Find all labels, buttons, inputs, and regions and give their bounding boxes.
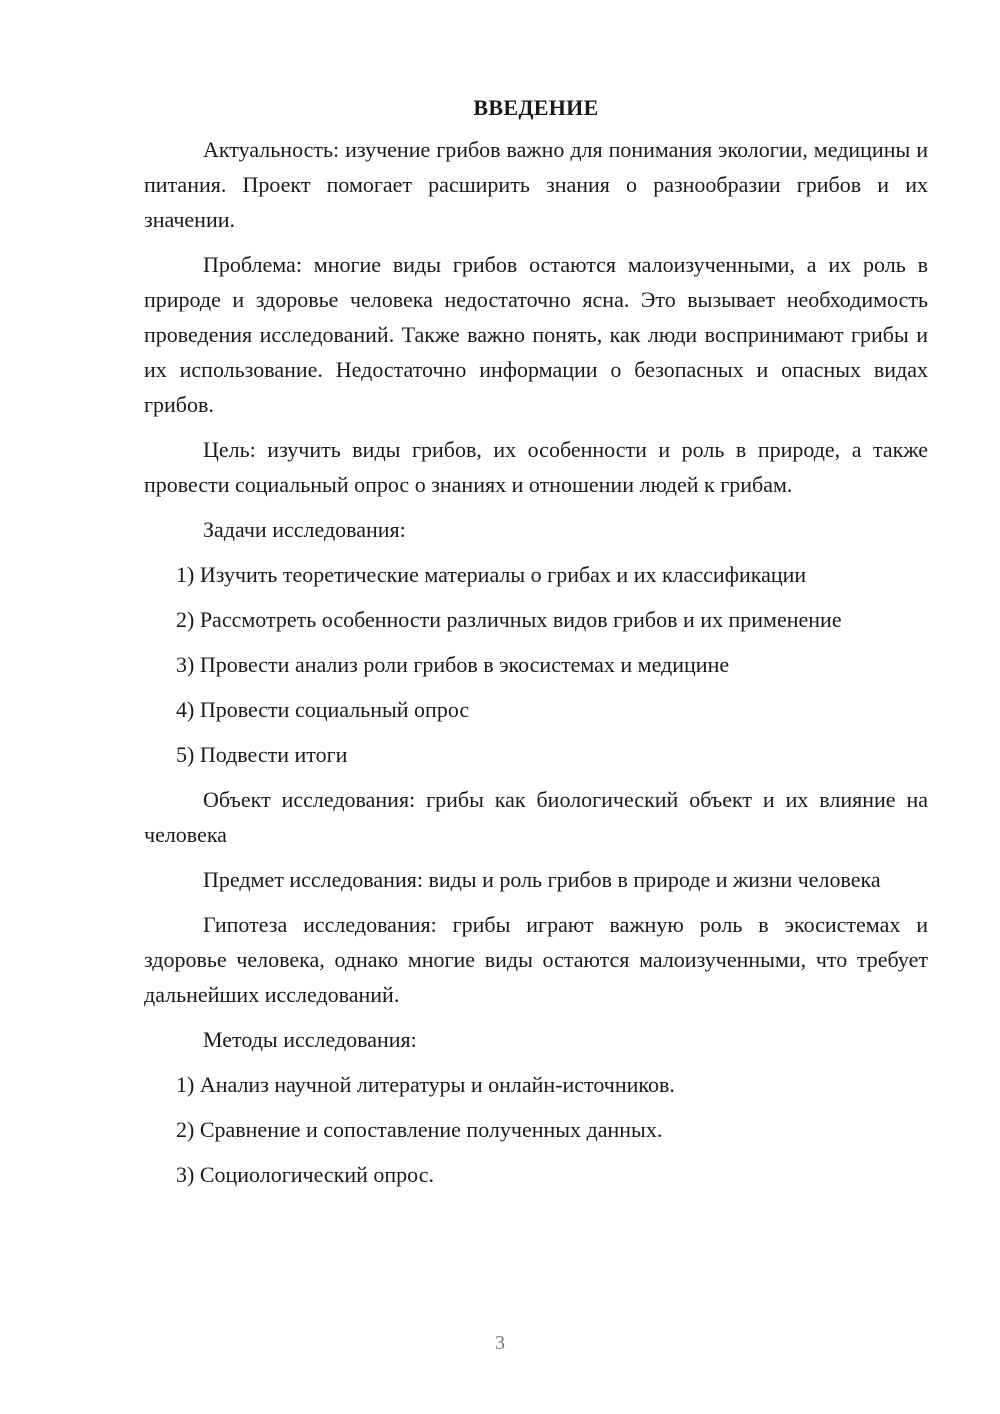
task-item: 1) Изучить теоретические материалы о грибах и их классификации xyxy=(176,562,807,587)
page-number: 3 xyxy=(495,1332,505,1354)
method-item: 2) Сравнение и сопоставление полученных данных. xyxy=(176,1117,663,1142)
method-item: 3) Социологический опрос. xyxy=(176,1162,434,1187)
document-page xyxy=(144,90,928,1202)
subject-paragraph: Предмет исследования: виды и роль грибов в природе и жизни человека xyxy=(203,867,881,892)
task-item: 2) Рассмотреть особенности различных видов грибов и их применение xyxy=(176,607,842,632)
goal-paragraph: Цель: изучить виды грибов, их особенности и роль в природе, а также провести социальный опрос о знаниях и отношении людей к грибам. xyxy=(144,437,928,497)
task-item: 5) Подвести итоги xyxy=(176,742,348,767)
methods-heading: Методы исследования: xyxy=(203,1027,417,1052)
task-item: 4) Провести социальный опрос xyxy=(176,697,470,722)
object-paragraph: Объект исследования: грибы как биологический объект и их влияние на человека xyxy=(144,787,928,847)
task-item: 3) Провести анализ роли грибов в экосистемах и медицине xyxy=(176,652,730,677)
problem-paragraph: Проблема: многие виды грибов остаются малоизученными, а их роль в природе и здоровье человека недостаточно ясна. Это вызывает необходимость проведения исследований. Также важно понять, как люди воспринимают грибы и их использование. Недостаточно информации о безопасных и опасных видах грибов. xyxy=(144,252,928,417)
hypothesis-paragraph: Гипотеза исследования: грибы играют важную роль в экосистемах и здоровье человека, однако многие виды остаются малоизученными, что требует дальнейших исследований. xyxy=(144,912,928,1007)
tasks-heading: Задачи исследования: xyxy=(203,517,406,542)
section-title: ВВЕДЕНИЕ xyxy=(473,95,599,120)
method-item: 1) Анализ научной литературы и онлайн-источников. xyxy=(176,1072,675,1097)
relevance-paragraph: Актуальность: изучение грибов важно для понимания экологии, медицины и питания. Проект помогает расширить знания о разнообразии грибов и их значении. xyxy=(144,137,928,232)
